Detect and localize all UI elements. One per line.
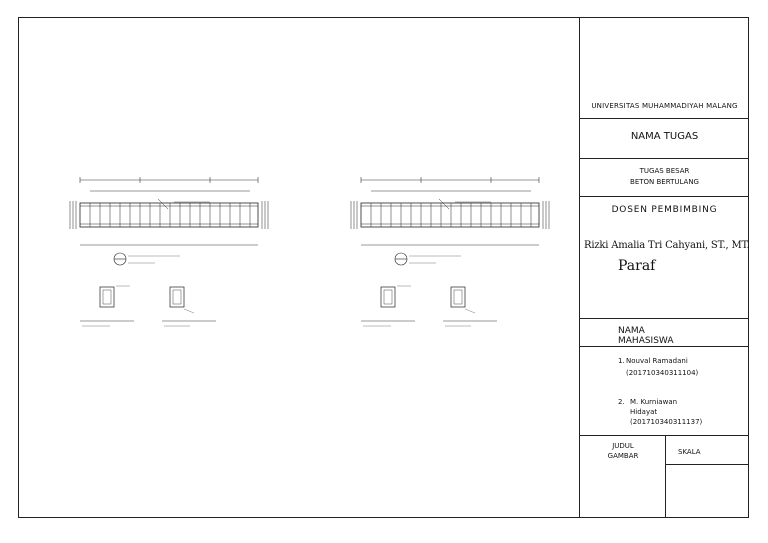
student-2-index: 2. [618,398,625,406]
student-2-name-line2: Hidayat [630,408,658,416]
drawing-info-cell [580,436,749,518]
task-line-2: BETON BERTULANG [630,178,699,186]
students-label-2: MAHASISWA [618,336,674,346]
task-name-cell [580,119,749,159]
scale-label: SKALA [678,448,701,456]
drawing-title-label-2: GAMBAR [607,452,639,460]
supervisor-label: DOSEN PEMBIMBING [611,205,718,215]
task-name-label: NAMA TUGAS [630,131,699,142]
beam-detail-left [70,177,268,326]
students-list-cell [580,347,749,436]
university-cell [580,17,749,119]
beam-detail-right [351,177,549,326]
students-label-cell [580,319,749,347]
drawing-area [18,17,580,518]
university-name: UNIVERSITAS MUHAMMADIYAH MALANG [591,102,738,110]
supervisor-cell [580,197,749,319]
student-2-nim: (201710340311137) [630,418,703,426]
beam-drawings [18,17,580,518]
student-1-nim: (201710340311104) [626,369,699,377]
task-description-cell [580,159,749,197]
drawing-title-label-1: JUDUL [612,442,634,450]
title-block [579,17,749,518]
students-label-1: NAMA [618,326,645,336]
scale-cell [666,436,749,465]
student-2-name-line1: M. Kurniawan [630,398,678,406]
student-1-name: Nouval Ramadani [626,357,688,365]
supervisor-name: Rizki Amalia Tri Cahyani, ST., MT. [584,240,750,251]
drawing-title-cell [580,436,666,518]
student-1-index: 1. [618,357,625,365]
signature-label: Paraf [618,258,656,274]
task-line-1: TUGAS BESAR [639,167,690,175]
